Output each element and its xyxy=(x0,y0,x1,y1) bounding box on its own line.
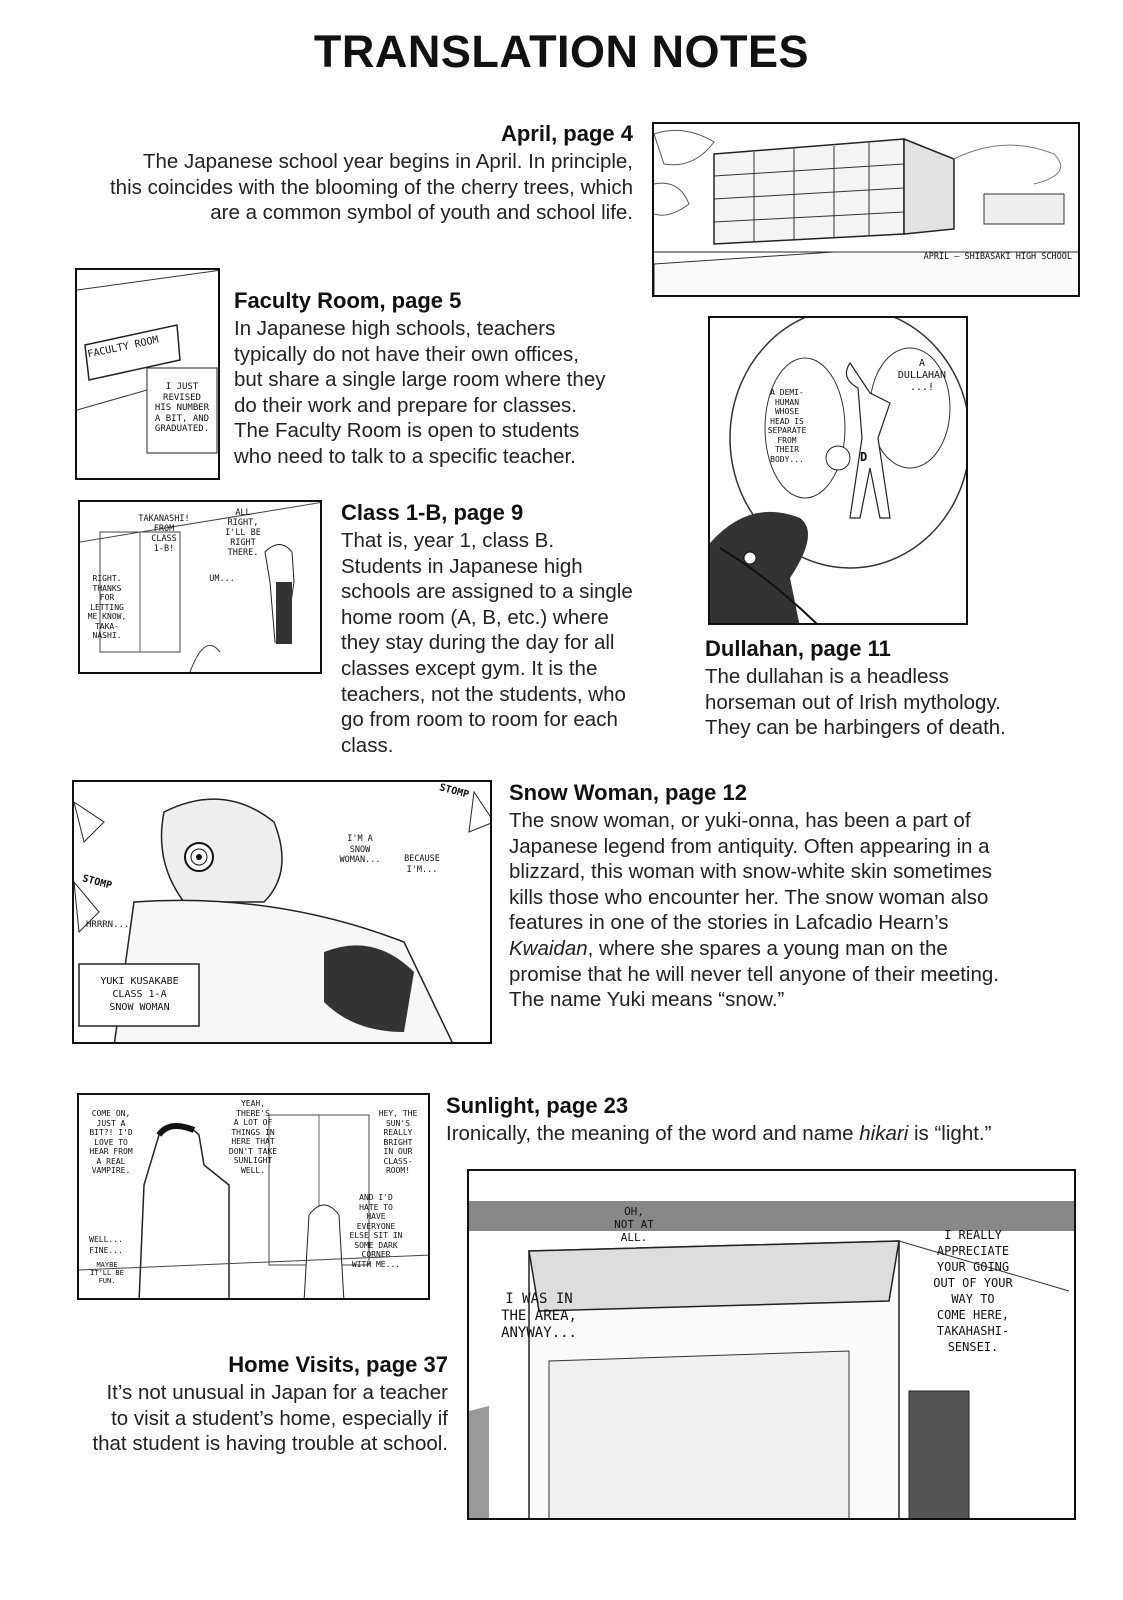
note-line: typically do not have their own offices, xyxy=(234,342,579,366)
speech-bubble: I'M A SNOW WOMAN... xyxy=(339,834,381,865)
note-line xyxy=(509,936,1069,962)
note-line-rest: , where she spares a young man on the xyxy=(587,936,948,960)
note-text: Ironically, the meaning of the word and name xyxy=(446,1122,860,1145)
note-line: to visit a student’s home, especially if xyxy=(111,1406,448,1430)
dullahan-letter: D xyxy=(860,450,868,464)
note-line: They can be harbingers of death. xyxy=(705,716,1006,740)
note-sunlight xyxy=(446,1093,1086,1147)
note-term: hikari xyxy=(859,1122,909,1145)
school-panel xyxy=(652,122,1080,297)
speech-bubble: ALL RIGHT, I'LL BE RIGHT THERE. xyxy=(225,508,261,558)
note-line: horseman out of Irish mythology. xyxy=(705,690,1001,714)
note-line: promise that he will never tell anyone of their meeting. xyxy=(509,962,999,986)
note-line: class. xyxy=(341,733,394,757)
note-faculty xyxy=(234,288,654,470)
note-line: do their work and prepare for classes. xyxy=(234,393,577,417)
faculty-sign: FACULTY ROOM xyxy=(86,334,160,361)
home-panel xyxy=(467,1169,1076,1520)
speech-bubble: A DULLAHAN ...! xyxy=(897,358,947,393)
speech-bubble: TAKANASHI! FROM CLASS 1-B! xyxy=(138,514,190,554)
speech-bubble: COME ON, JUST A BIT?! I'D LOVE TO HEAR FROM A REAL VAMPIRE. xyxy=(89,1109,133,1175)
note-line: are a common symbol of youth and school life. xyxy=(210,201,633,225)
book-title: Kwaidan xyxy=(509,936,588,960)
note-dullahan xyxy=(705,636,1065,741)
note-line: The Faculty Room is open to students xyxy=(234,419,580,443)
note-line: It’s not unusual in Japan for a teacher xyxy=(106,1381,448,1404)
note-heading: Dullahan, page 11 xyxy=(705,636,891,661)
note-class1b xyxy=(341,500,671,758)
speech-bubble: YEAH, THERE'S A LOT OF THINGS IN HERE THAT DON'T TAKE SUNLIGHT WELL. xyxy=(228,1099,278,1175)
sound-effect: HRRRN... xyxy=(86,920,130,930)
school-illustration xyxy=(654,124,1080,297)
class-panel xyxy=(78,500,322,674)
speech-bubble: MAYBE IT'LL BE FUN. xyxy=(90,1261,124,1285)
sound-effect: STOMP xyxy=(81,873,114,892)
dullahan-panel xyxy=(708,316,968,625)
note-line: but share a single large room where they xyxy=(234,368,606,392)
note-line: classes except gym. It is the xyxy=(341,656,598,680)
note-line: home room (A, B, etc.) where xyxy=(341,605,609,629)
note-line: In Japanese high schools, teachers xyxy=(234,317,556,340)
note-heading: Sunlight, page 23 xyxy=(446,1093,629,1118)
note-line: Japanese legend from antiquity. Often appearing in a xyxy=(509,834,990,858)
speech-bubble: RIGHT. THANKS FOR LETTING ME KNOW, TAKA- NASHI. xyxy=(87,574,127,640)
note-line: Students in Japanese high xyxy=(341,554,583,578)
speech-bubble: I REALLY APPRECIATE YOUR GOING OUT OF YOUR WAY TO COME HERE, TAKAHASHI- SENSEI. xyxy=(933,1228,1013,1354)
note-line: who need to talk to a specific teacher. xyxy=(234,444,576,468)
note-line: kills those who encounter her. The snow woman also xyxy=(509,885,989,909)
note-line: features in one of the stories in Lafcadio Hearn’s xyxy=(509,911,949,935)
speech-bubble: I JUST REVISED HIS NUMBER A BIT, AND GRADUATED. xyxy=(154,382,210,434)
note-line: this coincides with the blooming of the cherry trees, which xyxy=(109,175,633,199)
note-snow xyxy=(509,780,1069,1013)
speech-bubble: AND I'D HATE TO HAVE EVERYONE ELSE SIT IN SOME DARK CORNER WITH ME... xyxy=(349,1193,403,1269)
snow-caption: YUKI KUSAKABE CLASS 1-A SNOW WOMAN xyxy=(100,976,179,1013)
speech-bubble: OH, NOT AT ALL. xyxy=(614,1205,654,1244)
note-line: That is, year 1, class B. xyxy=(341,529,555,552)
snow-panel xyxy=(72,780,492,1044)
note-april xyxy=(73,121,633,226)
speech-bubble: HEY, THE SUN'S REALLY BRIGHT IN OUR CLASS- ROOM! xyxy=(378,1109,418,1175)
note-heading: Class 1-B, page 9 xyxy=(341,500,524,525)
note-line xyxy=(446,1121,1086,1147)
note-line: The Japanese school year begins in April. In principle, xyxy=(142,150,633,173)
note-line: that student is having trouble at school. xyxy=(92,1432,448,1456)
note-home xyxy=(60,1352,448,1457)
note-heading: Faculty Room, page 5 xyxy=(234,288,462,313)
speech-bubble: UM... xyxy=(209,574,235,584)
note-line: The dullahan is a headless xyxy=(705,665,949,688)
note-heading: Home Visits, page 37 xyxy=(228,1352,448,1377)
note-heading: Snow Woman, page 12 xyxy=(509,780,747,805)
speech-bubble: WELL... FINE... xyxy=(89,1235,123,1255)
speech-bubble: A DEMI- HUMAN WHOSE HEAD IS SEPARATE FROM THEIR BODY... xyxy=(767,388,807,464)
faculty-panel xyxy=(75,268,220,480)
note-line: blizzard, this woman with snow-white skin sometimes xyxy=(509,860,993,884)
speech-bubble: I WAS IN THE AREA, ANYWAY... xyxy=(501,1291,577,1341)
school-caption: APRIL – SHIBASAKI HIGH SCHOOL xyxy=(923,252,1072,262)
sun-panel xyxy=(77,1093,430,1300)
page-title: TRANSLATION NOTES xyxy=(313,26,810,77)
note-line: teachers, not the students, who xyxy=(341,682,626,706)
sound-effect: STOMP xyxy=(438,782,471,801)
faculty-illustration xyxy=(77,270,220,480)
note-heading: April, page 4 xyxy=(500,121,633,146)
note-line: go from room to room for each xyxy=(341,708,618,732)
note-line: schools are assigned to a single xyxy=(341,580,633,604)
note-line: The name Yuki means “snow.” xyxy=(509,988,785,1012)
note-line: they stay during the day for all xyxy=(341,631,615,655)
note-text: is “light.” xyxy=(908,1122,992,1145)
speech-bubble: BECAUSE I'M... xyxy=(404,854,440,875)
note-line: The snow woman, or yuki-onna, has been a part of xyxy=(509,809,971,832)
